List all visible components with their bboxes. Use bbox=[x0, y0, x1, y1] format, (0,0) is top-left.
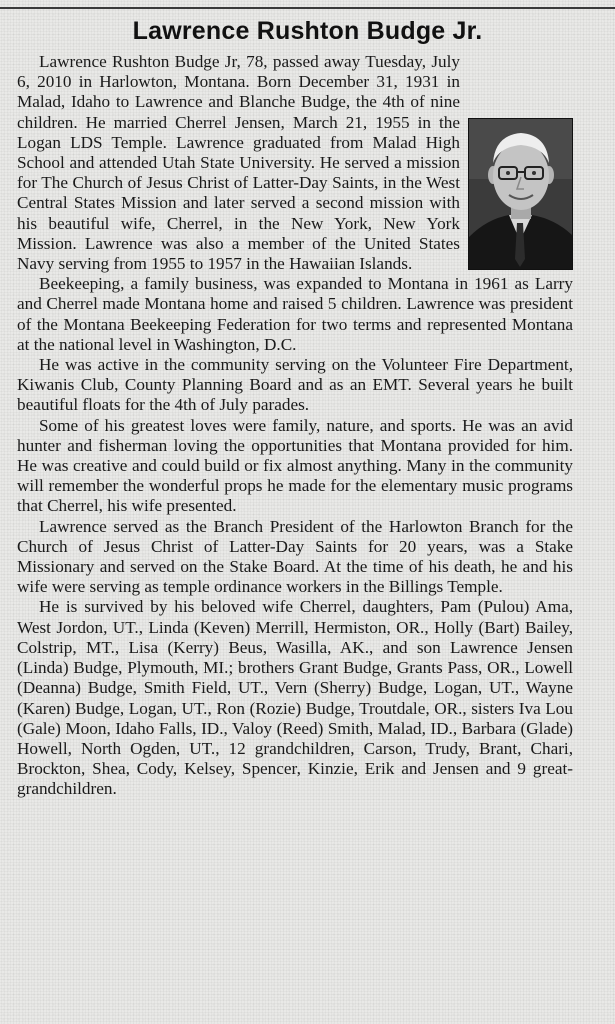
paragraph-biography: Lawrence Rushton Budge Jr, 78, passed away Tuesday, July 6, 2010 in Harlowton, Montana. Born December 31, 1931 in Malad, Idaho to Lawrence and Blanche Budge, the 4th of nine children. He married Cherrel Jensen, March 21, 1955 in the Logan LDS Temple. Lawrence graduated from Malad High School and attended Utah State University. He served a mission for The Church of Jesus Christ of Latter-Day Saints, in the West Central States Mission and later served a second mission with his beautiful wife, Cherrel, in the New York, New York Mission. Lawrence was also a member of the United States Navy serving from 1955 to 1957 in the Hawaiian Islands. bbox=[17, 52, 460, 274]
obituary-title: Lawrence Rushton Budge Jr. bbox=[132, 17, 483, 45]
paragraph-community: He was active in the community serving on the Volunteer Fire Department, Kiwanis Club, County Planning Board and as an EMT. Several years he built beautiful floats for the 4th of July parades. bbox=[17, 355, 573, 415]
paragraph-beekeeping: Beekeeping, a family business, was expanded to Montana in 1961 as Larry and Cherrel made Montana home and raised 5 children. Lawrence was president of the Montana Beekeeping Federation for two terms and represented Montana at the national level in Washington, D.C. bbox=[17, 274, 573, 354]
paragraph-interests: Some of his greatest loves were family, nature, and sports. He was an avid hunter and fisherman loving the opportunities that Montana provided for him. He was creative and could build or fix almost anything. Many in the community will remember the wonderful props he made for the elementary music programs that Cherrel, his wife presented. bbox=[17, 415, 573, 516]
obituary-body bbox=[17, 52, 573, 800]
top-rule bbox=[0, 7, 615, 9]
paragraph-survivors: He is survived by his beloved wife Cherrel, daughters, Pam (Pulou) Ama, West Jordon, UT., Linda (Keven) Merrill, Hermiston, OR., Holly (Bart) Bailey, Colstrip, MT., Lisa (Kerry) Beus, Wasilla, AK., and son Lawrence Jensen (Linda) Budge, Plymouth, MI.; brothers Grant Budge, Grants Pass, OR., Lowell (Deanna) Budge, Smith Field, UT., Vern (Sherry) Budge, Logan, UT., Wayne (Karen) Budge, Logan, UT., Ron (Rozie) Budge, Troutdale, OR., sisters Iva Lou (Gale) Moon, Idaho Falls, ID., Valoy (Reed) Smith, Malad, ID., Barbara (Glade) Howell, North Ogden, UT., 12 grandchildren, Carson, Trudy, Brant, Chari, Brockton, Shea, Cody, Kelsey, Spencer, Kinzie, Erik and Jensen and 9 great-grandchildren. bbox=[17, 597, 573, 799]
paragraph-church-service: Lawrence served as the Branch President of the Harlowton Branch for the Church of Jesus Christ of Latter-Day Saints for 20 years, was a Stake Missionary and served on the Stake Board. At the time of his death, he and his wife were serving as temple ordinance workers in the Billings Temple. bbox=[17, 516, 573, 597]
portrait-photo bbox=[468, 118, 573, 270]
